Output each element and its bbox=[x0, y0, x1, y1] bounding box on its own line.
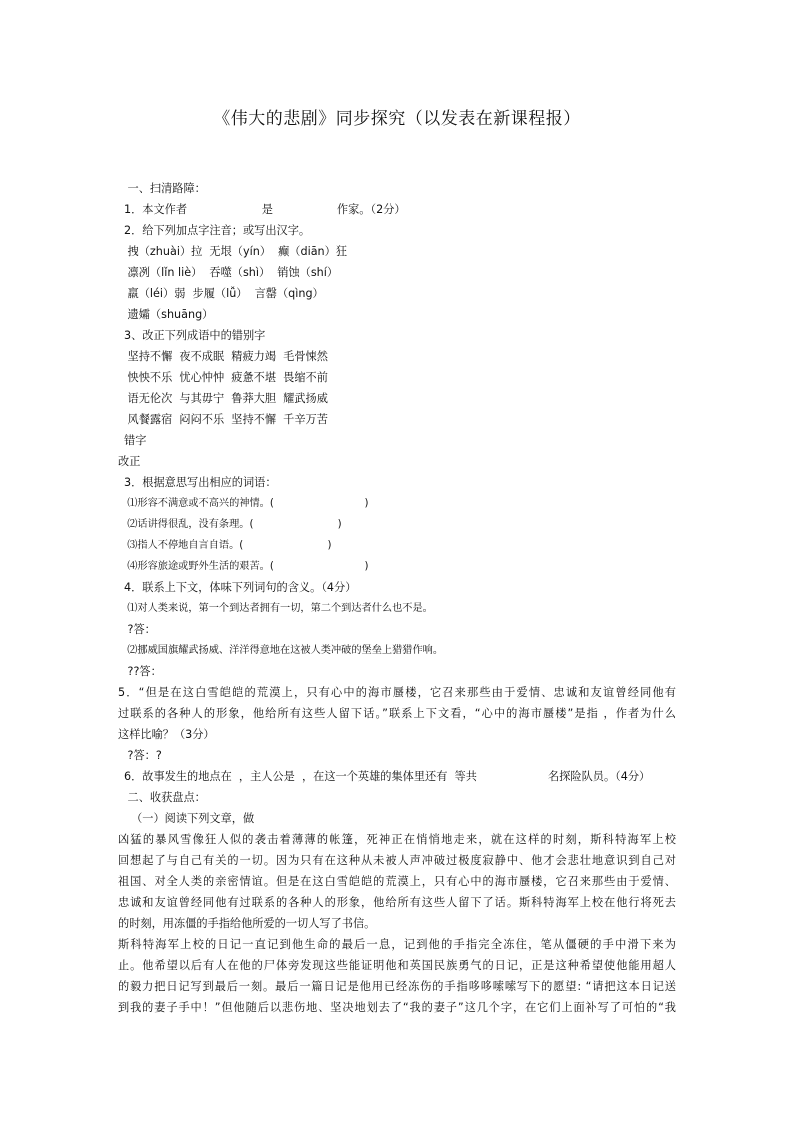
text-line: 6．故事发生的地点在 ，主人公是 ，在这一个英雄的集体里还有 等共 名探险队员。（4分） bbox=[124, 770, 651, 783]
text-line: （一）阅读下列文章，做 bbox=[124, 812, 255, 825]
text-line: 风餐露宿 闷闷不乐 坚持不懈 千辛万苦 bbox=[124, 413, 328, 426]
text-line: 的时刻，用冻僵的手指给他所爱的一切人写了书信。 bbox=[118, 917, 376, 930]
text-line: 拽（zhuài）拉 无垠（yín） 癫（diān）狂 bbox=[124, 245, 348, 258]
text-line: ??答： bbox=[124, 665, 162, 678]
text-line: 祖国、对全人类的亲密情谊。但是在这白雪皑皑的荒漠上，只有心中的海市蜃楼，它召来那些由于爱情、 bbox=[118, 875, 676, 888]
text-line: 3．根据意思写出相应的词语： bbox=[124, 476, 277, 489]
text-line: 坚持不懈 夜不成眠 精疲力竭 毛骨悚然 bbox=[124, 350, 328, 363]
text-line: ⑶指人不停地自言自语。( ) bbox=[124, 540, 332, 551]
text-line: 止。他希望以后有人在他的尸体旁发现这些能证明他和英国民族勇气的日记，正是这种希望使他能用超人 bbox=[118, 959, 676, 972]
text-line: 4．联系上下文，体味下列词句的含义。（4分） bbox=[124, 581, 357, 594]
text-line: 忠诚和友谊曾经同他有过联系的各种人的形象，他给所有这些人留下了话。斯科特海军上校在他行将死去 bbox=[118, 896, 676, 909]
document-title: 《伟大的悲剧》同步探究（以发表在新课程报） bbox=[213, 109, 581, 129]
text-line: 改正 bbox=[118, 455, 141, 468]
text-line: 斯科特海军上校的日记一直记到他生命的最后一息，记到他的手指完全冻住，笔从僵硬的手中滑下来为 bbox=[118, 938, 676, 951]
text-line: ⑷形容旅途或野外生活的艰苦。( ) bbox=[124, 561, 369, 572]
text-line: ⑵话讲得很乱，没有条理。( ) bbox=[124, 519, 342, 530]
text-line: 3、改正下列成语中的错别字 bbox=[124, 329, 266, 342]
text-line: 一、扫清路障： bbox=[124, 182, 206, 195]
text-line: ?答： bbox=[124, 623, 156, 636]
text-line: ⑴对人类来说，第一个到达者拥有一切，第二个到达者什么也不是。 bbox=[124, 603, 433, 614]
text-line: 错字 bbox=[124, 434, 147, 447]
text-line: 这样比喻？（3分） bbox=[118, 728, 215, 741]
text-line: 凛冽（lǐn liè） 吞噬（shì） 销蚀（shí） bbox=[124, 266, 339, 279]
text-line: 2．给下列加点字注音；或写出汉字。 bbox=[124, 224, 311, 237]
text-line: ⑵挪威国旗耀武扬威、洋洋得意地在这被人类冲破的堡垒上猎猎作响。 bbox=[124, 645, 444, 656]
text-line: 到我的妻子手中！”但他随后以悲伤地、坚决地划去了“我的妻子”这几个字，在它们上面补写了可怕的“我 bbox=[118, 1001, 676, 1014]
text-line: 的毅力把日记写到最后一刻。最后一篇日记是他用已经冻伤的手指哆哆嗦嗦写下的愿望: “请把这本日记送 bbox=[118, 980, 676, 993]
text-line: 5．“但是在这白雪皑皑的荒漠上，只有心中的海市蜃楼，它召来那些由于爱情、忠诚和友谊曾经同他有 bbox=[118, 686, 676, 699]
text-line: ⑴形容不满意或不高兴的神情。( ) bbox=[124, 498, 369, 509]
text-line: 遗孀（shuāng） bbox=[124, 308, 214, 321]
text-line: ?答：? bbox=[124, 749, 162, 762]
text-line: 回想起了与自己有关的一切。因为只有在这种从未被人声冲破过极度寂静中、他才会悲壮地意识到自己对 bbox=[118, 854, 676, 867]
text-line: 二、收获盘点： bbox=[124, 791, 206, 804]
text-line: 羸（léi）弱 步履（lǚ） 言罄（qìng） bbox=[124, 287, 324, 300]
text-line: 怏怏不乐 忧心忡忡 疲惫不堪 畏缩不前 bbox=[124, 371, 328, 384]
text-line: 过联系的各种人的形象，他给所有这些人留下话。”联系上下文看，“心中的海市蜃楼”是指 ，作者为什么 bbox=[118, 707, 676, 720]
text-line: 1．本文作者 是 作家。（2分） bbox=[124, 203, 406, 216]
text-line: 凶猛的暴风雪像狂人似的袭击着薄薄的帐篷，死神正在悄悄地走来，就在这样的时刻，斯科特海军上校 bbox=[118, 833, 676, 846]
text-line: 语无伦次 与其毋宁 鲁莽大胆 耀武扬威 bbox=[124, 392, 328, 405]
